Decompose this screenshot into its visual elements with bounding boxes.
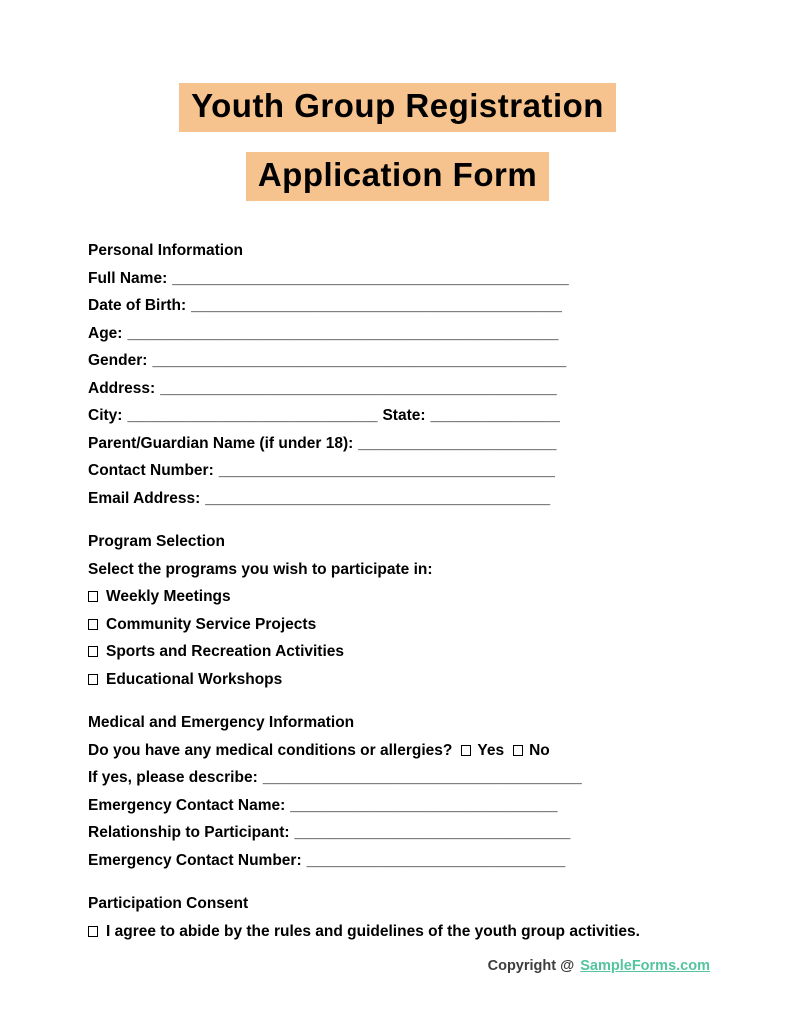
field-label: Date of Birth: — [88, 297, 187, 314]
program-option-label: Sports and Recreation Activities — [106, 643, 345, 660]
fill-line[interactable]: _______________________________________ — [218, 462, 555, 479]
program-option-weekly-meetings — [88, 583, 738, 611]
section-heading-programs: Program Selection — [88, 533, 225, 550]
field-label: Relationship to Participant: — [88, 824, 290, 841]
checkbox-icon[interactable] — [88, 591, 98, 602]
field-emergency-contact-name — [88, 792, 738, 820]
checkbox-icon[interactable] — [88, 646, 98, 657]
checkbox-consent-icon[interactable] — [88, 926, 98, 937]
field-date-of-birth — [88, 292, 738, 320]
field-age — [88, 320, 738, 348]
program-option-label: Community Service Projects — [106, 615, 317, 633]
checkbox-no-icon[interactable] — [513, 745, 523, 756]
fill-line[interactable]: ___________________________________________ — [191, 297, 562, 314]
form-title — [0, 0, 795, 201]
section-heading-personal: Personal Information — [88, 242, 244, 259]
fill-line[interactable]: ________________________________________ — [205, 489, 551, 507]
field-label: City: — [88, 407, 123, 424]
yes-label: Yes — [477, 741, 505, 759]
field-full-name — [88, 265, 738, 293]
checkbox-icon[interactable] — [88, 619, 98, 630]
field-label: If yes, please describe: — [88, 769, 258, 786]
field-city-state — [88, 402, 738, 430]
field-address — [88, 375, 738, 403]
consent-row — [88, 918, 738, 946]
consent-statement: I agree to abide by the rules and guidelines of the youth group activities. — [106, 922, 640, 940]
checkbox-icon[interactable] — [88, 674, 98, 685]
medical-question-row — [88, 737, 738, 765]
no-label: No — [529, 741, 550, 759]
fill-line[interactable]: _____________________________ — [127, 407, 378, 424]
form-body — [88, 237, 738, 945]
title-row-2 — [0, 152, 795, 201]
field-gender — [88, 347, 738, 375]
field-label: Parent/Guardian Name (if under 18): — [88, 434, 354, 452]
field-emergency-contact-number — [88, 847, 738, 875]
fill-line[interactable]: _______________________ — [358, 434, 557, 452]
title-line-2: Application Form — [246, 152, 549, 201]
sampleforms-link[interactable]: SampleForms.com — [580, 958, 710, 974]
fill-line[interactable]: ______________________________ — [306, 851, 566, 869]
field-label: Age: — [88, 324, 123, 342]
footer — [488, 958, 710, 974]
fill-line[interactable]: _______________ — [430, 407, 560, 424]
fill-line[interactable]: ________________________________________________ — [152, 352, 567, 369]
field-label: State: — [382, 407, 426, 424]
field-label: Full Name: — [88, 269, 168, 287]
title-row-1 — [0, 83, 795, 132]
fill-line[interactable]: __________________________________________________ — [127, 324, 559, 342]
fill-line[interactable]: ______________________________________________ — [172, 269, 569, 287]
section-heading-medical: Medical and Emergency Information — [88, 714, 355, 731]
title-line-1: Youth Group Registration — [179, 83, 616, 132]
program-option-community-service — [88, 611, 738, 639]
checkbox-yes-icon[interactable] — [461, 745, 471, 756]
fill-line[interactable]: _______________________________ — [290, 796, 558, 814]
field-parent-guardian — [88, 430, 738, 458]
program-option-label: Educational Workshops — [106, 670, 283, 688]
field-email-address — [88, 485, 738, 513]
program-option-educational-workshops — [88, 666, 738, 694]
program-option-sports-recreation — [88, 638, 738, 666]
field-relationship — [88, 819, 738, 847]
section-heading-consent: Participation Consent — [88, 895, 249, 912]
field-describe — [88, 764, 738, 792]
program-option-label: Weekly Meetings — [106, 588, 231, 605]
field-label: Contact Number: — [88, 462, 214, 479]
field-label: Email Address: — [88, 489, 201, 507]
fill-line[interactable]: ________________________________ — [294, 824, 571, 841]
copyright-text: Copyright @ — [487, 958, 575, 974]
programs-intro: Select the programs you wish to participate in: — [88, 560, 433, 578]
field-label: Emergency Contact Name: — [88, 796, 286, 814]
fill-line[interactable]: _____________________________________ — [262, 769, 582, 786]
field-label: Emergency Contact Number: — [88, 851, 302, 869]
field-label: Gender: — [88, 352, 148, 369]
medical-question: Do you have any medical conditions or allergies? — [88, 741, 453, 759]
field-label: Address: — [88, 379, 156, 397]
fill-line[interactable]: ______________________________________________ — [160, 379, 557, 397]
field-contact-number — [88, 457, 738, 485]
